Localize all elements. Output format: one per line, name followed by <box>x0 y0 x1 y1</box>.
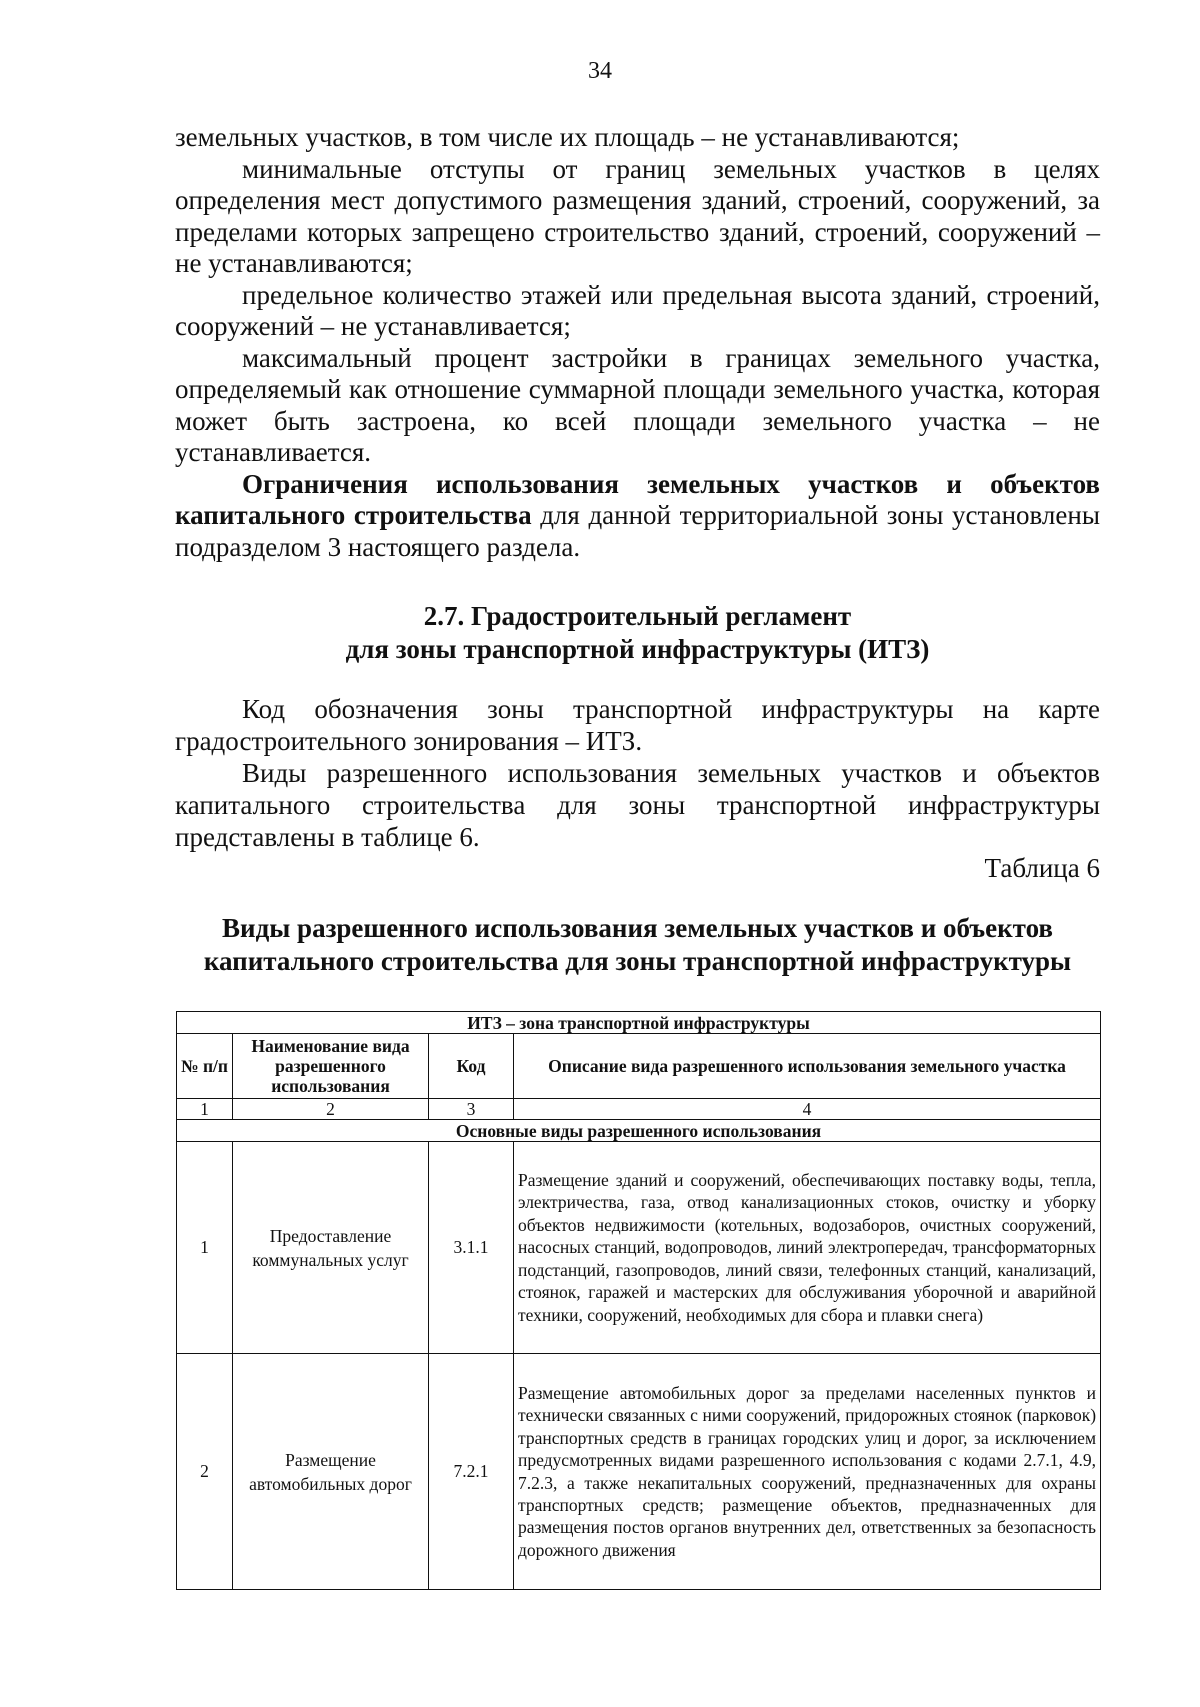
regulation-table <box>176 1011 1101 1590</box>
intro-text <box>175 693 1100 853</box>
table-row <box>177 1142 1101 1354</box>
table-header-row <box>177 1034 1101 1099</box>
zone-title: ИТЗ – зона транспортной инфраструктуры <box>177 1012 1101 1034</box>
restrictions-bold: Ограничения использования земельных участков и объектов капитального строительства <box>175 468 1100 530</box>
row-name: Предоставление коммунальных услуг <box>233 1142 429 1354</box>
header-name: Наименование вида разрешенного использования <box>233 1034 429 1099</box>
row-number: 1 <box>177 1142 233 1354</box>
column-number-3: 3 <box>429 1099 514 1120</box>
table-row <box>177 1354 1101 1590</box>
paragraph-zone-code: Код обозначения зоны транспортной инфраструктуры на карте градостроительного зонирования – ИТЗ. <box>175 694 1100 756</box>
table-number: Таблица 6 <box>984 853 1100 883</box>
table-caption <box>175 912 1100 978</box>
paragraph-min-setbacks: минимальные отступы от границ земельных участков в целях определения мест допустимого размещения зданий, строений, сооружений, за пределами которых запрещено строительство зданий, строений, сооружений – не устанавливаются; <box>175 153 1100 278</box>
row-description: Размещение автомобильных дорог за пределами населенных пунктов и технически связанных с ними сооружений, придорожных стоянок (парковок) транспортных средств в границах городских улиц и дорог, за исключением предусмотренных видами разрешенного использования с кодами 2.7.1, 4.9, 7.2.3, а также некапитальных сооружений, предназначенных для охраны транспортных средств; размещение объектов, предназначенных для размещения постов органов внутренних дел, ответственных за безопасность дорожного движения <box>514 1354 1101 1590</box>
restrictions-text: для данной территориальной зоны установлены подразделом 3 настоящего раздела. <box>175 500 1100 562</box>
row-description: Размещение зданий и сооружений, обеспечивающих поставку воды, тепла, электричества, газа, отвод канализационных стоков, очистку и уборку объектов недвижимости (котельных, водозаборов, очистных сооружений, насосных станций, водопроводов, линий электропередач, трансформаторных подстанций, газопроводов, линий связи, телефонных станций, канализаций, стоянок, гаражей и мастерских для обслуживания уборочной и аварийной техники, сооружений, необходимых для сбора и плавки снега) <box>514 1142 1101 1354</box>
column-number-2: 2 <box>233 1099 429 1120</box>
row-name: Размещение автомобильных дорог <box>233 1354 429 1590</box>
group-title: Основные виды разрешенного использования <box>177 1120 1101 1142</box>
header-number: № п/п <box>177 1034 233 1099</box>
paragraph-max-floors: предельное количество этажей или предельная высота зданий, строений, сооружений – не устанавливается; <box>175 279 1100 341</box>
table-group-row <box>177 1120 1101 1142</box>
table-column-numbers-row <box>177 1099 1101 1120</box>
header-code: Код <box>429 1034 514 1099</box>
section-title-line1: 2.7. Градостроительный регламент <box>423 601 852 631</box>
header-description: Описание вида разрешенного использования земельного участка <box>514 1034 1101 1099</box>
paragraph-plot-area: земельных участков, в том числе их площадь – не устанавливаются; <box>175 122 960 152</box>
section-heading <box>175 600 1100 666</box>
row-code: 7.2.1 <box>429 1354 514 1590</box>
paragraph-table-ref: Виды разрешенного использования земельных участков и объектов капитального строительства для зоны транспортной инфраструктуры представлены в таблице 6. <box>175 758 1100 852</box>
table-caption-line1: Виды разрешенного использования земельных участков и объектов <box>222 913 1053 943</box>
table-caption-line2: капитального строительства для зоны транспортной инфраструктуры <box>203 946 1072 976</box>
table-zone-row <box>177 1012 1101 1034</box>
column-number-1: 1 <box>177 1099 233 1120</box>
row-number: 2 <box>177 1354 233 1590</box>
section-title-line2: для зоны транспортной инфраструктуры (ИТЗ) <box>345 634 930 664</box>
paragraph-max-coverage: максимальный процент застройки в границах земельного участка, определяемый как отношение суммарной площади земельного участка, которая может быть застроена, ко всей площади земельного участка – не устанавливается. <box>175 342 1100 467</box>
body-text <box>175 122 1100 563</box>
row-code: 3.1.1 <box>429 1142 514 1354</box>
column-number-4: 4 <box>514 1099 1101 1120</box>
page-number: 34 <box>588 58 612 84</box>
paragraph-restrictions <box>175 469 1100 564</box>
